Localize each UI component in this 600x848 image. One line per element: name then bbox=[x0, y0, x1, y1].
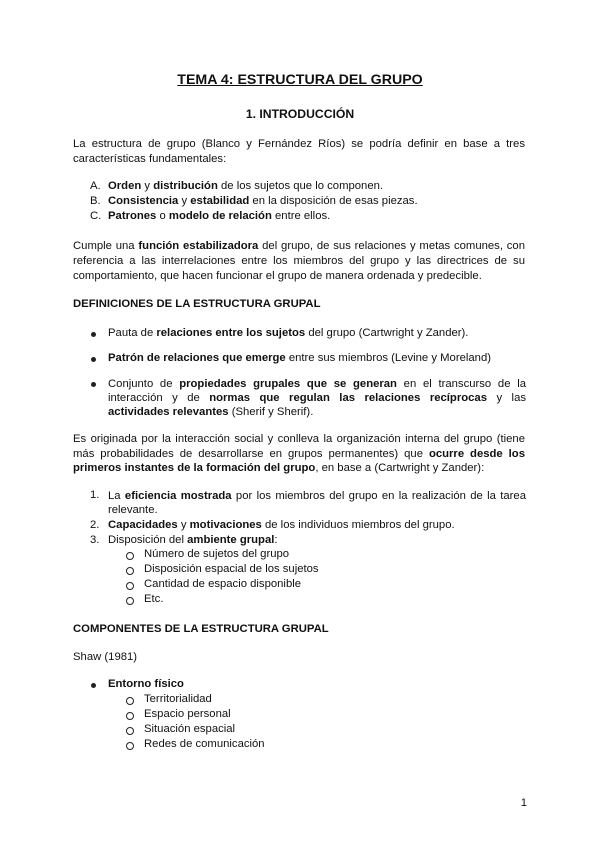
circle-bullet-icon bbox=[126, 567, 134, 575]
sub-item: Disposición espacial de los sujetos bbox=[144, 563, 319, 575]
citation: Shaw (1981) bbox=[73, 651, 138, 663]
list-marker: 2. bbox=[90, 519, 100, 531]
list-marker: B. bbox=[90, 195, 101, 207]
sub-item: Situación espacial bbox=[144, 723, 236, 735]
sub-item: Número de sujetos del grupo bbox=[144, 548, 290, 560]
circle-bullet-icon bbox=[126, 552, 134, 560]
bullet-icon bbox=[91, 332, 96, 337]
definition-item: Pauta de relaciones entre los sujetos del grupo (Cartwright y Zander). bbox=[108, 327, 469, 339]
list-marker: C. bbox=[90, 210, 102, 222]
document-title: TEMA 4: ESTRUCTURA DEL GRUPO bbox=[177, 72, 423, 88]
definition-item: Patrón de relaciones que emerge entre sus miembros (Levine y Moreland) bbox=[108, 352, 491, 364]
heading-components: COMPONENTES DE LA ESTRUCTURA GRUPAL bbox=[73, 623, 329, 635]
sub-item: Cantidad de espacio disponible bbox=[144, 578, 302, 590]
list-marker: A. bbox=[90, 180, 101, 192]
circle-bullet-icon bbox=[126, 597, 134, 605]
sub-item: Territorialidad bbox=[144, 693, 212, 705]
circle-bullet-icon bbox=[126, 712, 134, 720]
list-marker: 1. bbox=[90, 489, 100, 501]
intro-paragraph: La estructura de grupo (Blanco y Fernández Ríos) se podría definir en base a tres características fundamentales: bbox=[73, 138, 525, 166]
bullet-icon bbox=[91, 683, 96, 688]
circle-bullet-icon bbox=[126, 742, 134, 750]
sub-item: Espacio personal bbox=[144, 708, 231, 720]
origin-paragraph: Es originada por la interacción social y conlleva la organización interna del grupo (tiene más probabilidades de desarrollarse en grupos permanentes) que ocurre desde los primeros instantes de la formación del grupo, en base a (Cartwright y Zander): bbox=[73, 433, 525, 475]
sub-item: Etc. bbox=[144, 593, 164, 605]
list-marker: 3. bbox=[90, 534, 100, 546]
section-heading-intro: 1. INTRODUCCIÓN bbox=[245, 107, 355, 121]
list-item: Patrones o modelo de relación entre ellos. bbox=[108, 210, 331, 222]
circle-bullet-icon bbox=[126, 697, 134, 705]
function-paragraph: Cumple una función estabilizadora del grupo, de sus relaciones y metas comunes, con referencia a las interrelaciones entre los miembros del grupo y las directrices de su comportamiento, que hacen funcionar el grupo de manera ordenada y predecible. bbox=[73, 240, 525, 283]
page-number: 1 bbox=[520, 797, 527, 809]
bullet-icon bbox=[91, 357, 96, 362]
numbered-item: Capacidades y motivaciones de los individuos miembros del grupo. bbox=[108, 519, 455, 531]
component-item: Entorno físico bbox=[108, 678, 184, 690]
list-item: Consistencia y estabilidad en la disposición de esas piezas. bbox=[108, 195, 418, 207]
circle-bullet-icon bbox=[126, 582, 134, 590]
definition-item: Conjunto de propiedades grupales que se generan en el transcurso de la interacción y de normas que regulan las relaciones recíprocas y las actividades relevantes (Sherif y Sherif). bbox=[108, 378, 526, 418]
numbered-item: Disposición del ambiente grupal: bbox=[108, 534, 278, 546]
circle-bullet-icon bbox=[126, 727, 134, 735]
list-item: Orden y distribución de los sujetos que lo componen. bbox=[108, 180, 384, 192]
numbered-item: La eficiencia mostrada por los miembros del grupo en la realización de la tarea relevante. bbox=[108, 490, 527, 516]
heading-definitions: DEFINICIONES DE LA ESTRUCTURA GRUPAL bbox=[73, 298, 321, 310]
bullet-icon bbox=[91, 382, 96, 387]
sub-item: Redes de comunicación bbox=[144, 738, 265, 750]
